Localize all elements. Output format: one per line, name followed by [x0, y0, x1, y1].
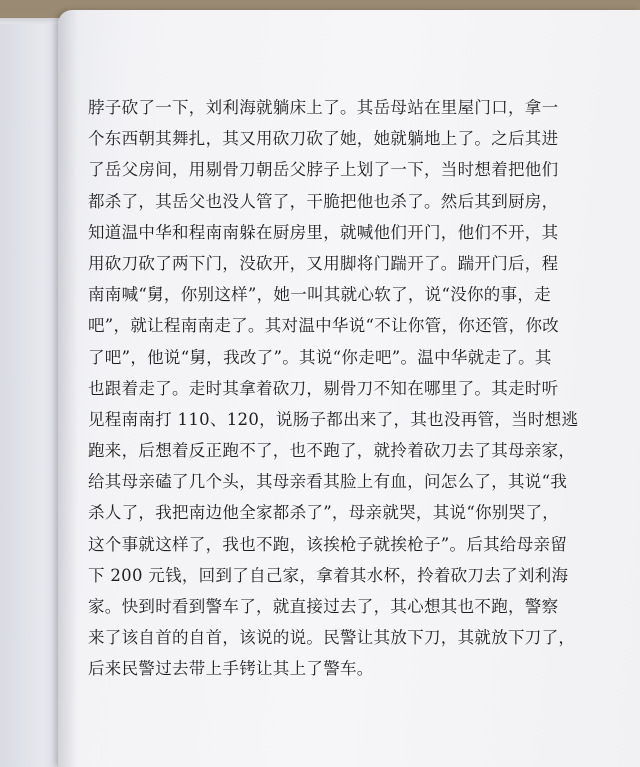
text-line: 吧”，就让程南南走了。其对温中华说“不让你管，你还管，你改	[88, 316, 560, 336]
text-line: 都杀了，其岳父也没人管了，干脆把他也杀了。然后其到厨房，	[88, 191, 559, 211]
text-line: 后来民警过去带上手铐让其上了警车。	[88, 659, 374, 679]
text-line: 来了该自首的自首，该说的说。民警让其放下刀，其就放下刀了，	[88, 628, 576, 648]
text-line: 用砍刀砍了两下门，没砍开，又用脚将门踹开了。踹开门后，程	[88, 253, 559, 273]
text-line: 个东西朝其舞扎，其又用砍刀砍了她，她就躺地上了。之后其进	[88, 129, 559, 149]
text-line: 杀人了，我把南边他全家都杀了”，母亲就哭，其说“你别哭了，	[88, 503, 560, 523]
text-line: 给其母亲磕了几个头，其母亲看其脸上有血，问怎么了，其说“我	[88, 472, 568, 492]
text-line: 了岳父房间，用剔骨刀朝岳父脖子上划了一下，当时想着把他们	[88, 160, 559, 180]
page-gutter-shadow	[58, 10, 78, 767]
text-line: 跑来，后想着反正跑不了，也不跑了，就拎着砍刀去了其母亲家，	[88, 441, 576, 461]
text-line: 也跟着走了。走时其拿着砍刀，剔骨刀不知在哪里了。其走时听	[88, 378, 559, 398]
text-line: 南南喊“舅，你别这样”，她一叫其就心软了，说“没你的事，走	[88, 285, 552, 305]
text-line: 了吧”，他说“舅，我改了”。其说“你走吧”。温中华就走了。其	[88, 347, 552, 367]
text-line: 知道温中华和程南南躲在厨房里，就喊他们开门，他们不开，其	[88, 222, 559, 242]
text-line: 家。快到时看到警车了，就直接过去了，其心想其也不跑，警察	[88, 597, 559, 616]
text-line: 下 200 元钱，回到了自己家，拿着其水杯，拎着砍刀去了刘利海	[88, 565, 569, 585]
text-line: 脖子砍了一下，刘利海就躺床上了。其岳母站在里屋门口，拿一	[88, 98, 559, 117]
text-line: 这个事就这样了，我也不跑，该挨枪子就挨枪子”。后其给母亲留	[88, 534, 568, 554]
body-text	[88, 92, 608, 685]
text-line: 见程南南打 110、120，说肠子都出来了，其也没再管，当时想逃	[88, 409, 579, 429]
